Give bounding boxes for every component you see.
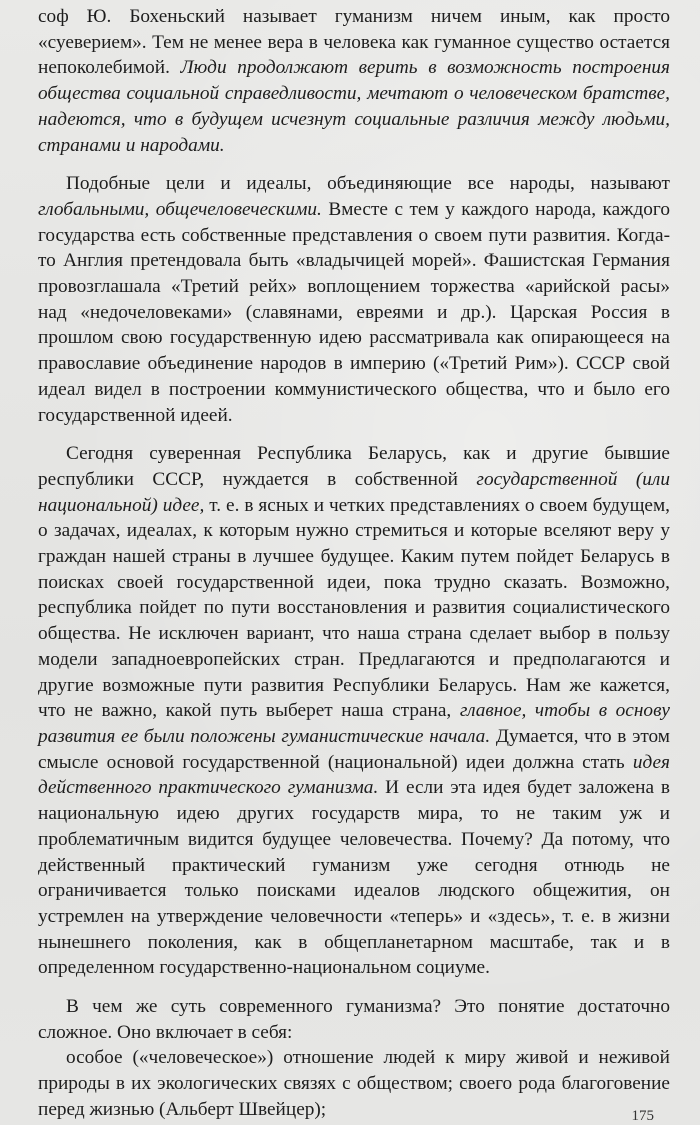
page-text [38, 4, 670, 1123]
paragraph-5 [38, 1045, 670, 1122]
text-segment: Думается, что в этом смысле основой государственной (национальной) идеи должна стать [38, 725, 670, 773]
italic-text-segment: главное, чтобы в основу развития ее были положены гуманистические начала. [38, 700, 670, 747]
text-segment: И если эта идея будет заложена в национальную идею других государств мира, то не таким уж и проблематичным видится будущее человечества. Почему? Да потому, что действенный практический гуманизм уже сегодня отнюдь не ограничивается только поисками идеалов людского общежития, он устремлен на утверждение человечности «теперь» и «здесь», т. е. в жизни нынешнего поколения, как в общепланетарном масштабе, так и в определенном государственно-национальном социуме. [38, 777, 670, 979]
text-segment: соф Ю. Бохеньский называет гуманизм ничем иным, как просто «суеверием». Тем не менее вера в человека как гуманное существо остается непоколебимой. [38, 6, 670, 79]
page-number: 175 [631, 1108, 654, 1124]
italic-text-segment: государственной (или национальной) идее, [38, 468, 670, 516]
italic-text-segment: глобальными, общечеловеческими. [38, 198, 322, 220]
italic-text-segment: идея действенного практического гуманизма. [38, 751, 670, 799]
text-segment: Подобные цели и идеалы, объединяющие все народы, называют [66, 173, 670, 195]
text-segment: т. е. в ясных и четких представлениях о своем будущем, о задачах, идеалах, к которым нужно стремиться и которые вселяют веру у граждан нашей страны в лучшее будущее. Каким путем пойдет Беларусь в поисках своей государственной идеи, пока трудно сказать. Возможно, республика пойдет по пути восстановления и развития социалистического общества. Не исключен вариант, что наша страна сделает выбор в пользу модели западноевропейских стран. Предлагаются и предполагаются и другие возможные пути развития Республики Беларусь. Нам же кажется, что не важно, какой путь выберет наша страна, [38, 494, 671, 722]
text-segment: особое («человеческое») отношение людей к миру живой и неживой природы в их экологических связях с обществом; своего рода благоговение перед жизнью (Альберт Швейцер); [38, 1047, 670, 1120]
paragraph-3 [38, 441, 670, 981]
paragraph-2 [38, 171, 670, 428]
text-segment: В чем же суть современного гуманизма? Это понятие достаточно сложное. Оно включает в себя: [38, 996, 670, 1043]
paragraph-4 [38, 994, 670, 1045]
text-segment: Вместе с тем у каждого народа, каждого государства есть собственные представления о своем пути развития. Когда-то Англия претендовала быть «владычицей морей». Фашистская Германия провозглашала «Третий рейх» воплощением торжества «арийской расы» над «недочеловеками» (славянами, евреями и др.). Царская Россия в прошлом свою государственную идею рассматривала как опирающееся на православие объединение народов в империю («Третий Рим»). СССР свой идеал видел в построении коммунистического общества, что и было его государственной идеей. [38, 198, 671, 426]
paragraph-1 [38, 4, 670, 158]
text-segment: Сегодня суверенная Республика Беларусь, как и другие бывшие республики СССР, нуждается в собственной [38, 443, 670, 490]
italic-text-segment: Люди продолжают верить в возможность построения общества социальной справедливости, мечтают о человеческом братстве, надеются, что в будущем исчезнут социальные различия между людьми, странами и народами. [38, 57, 670, 156]
